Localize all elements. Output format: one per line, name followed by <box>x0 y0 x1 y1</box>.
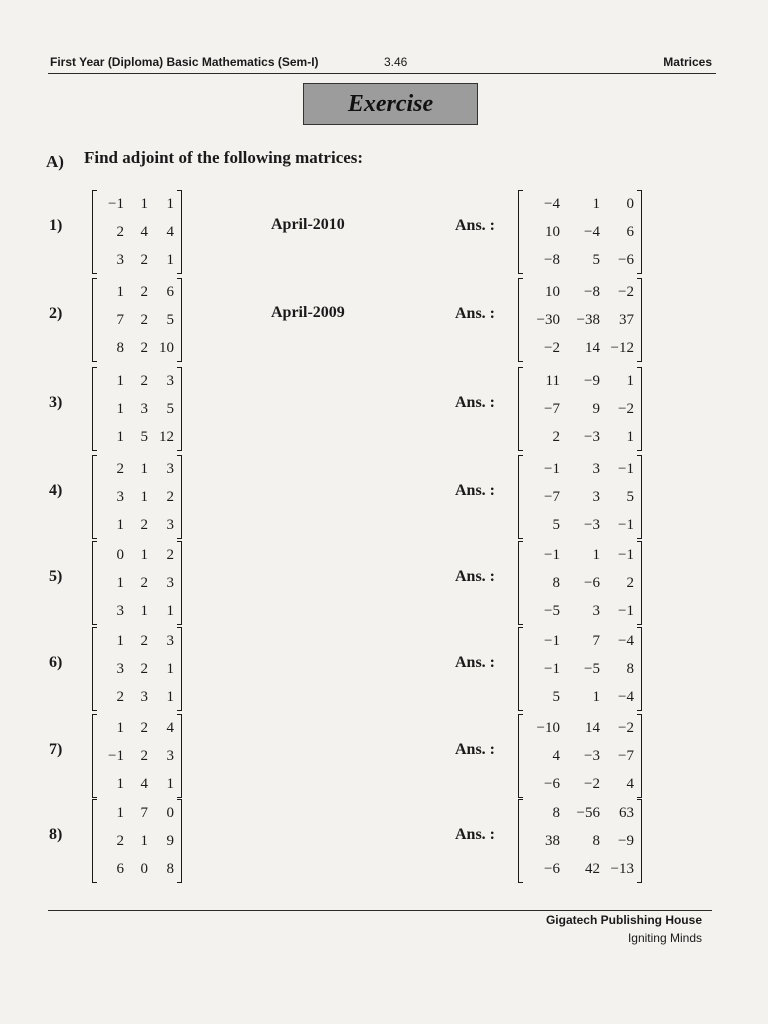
matrix-entry: 2 <box>140 252 148 268</box>
matrix-entry: −1 <box>544 461 560 477</box>
matrix-entry: 3 <box>116 603 124 619</box>
matrix-entry: −12 <box>610 340 634 356</box>
matrix-grid <box>523 799 637 883</box>
matrix-entry: 1 <box>626 429 634 445</box>
matrix-entry: −38 <box>576 312 600 328</box>
matrix-grid <box>97 367 177 451</box>
matrix-grid <box>523 627 637 711</box>
matrix-entry: 1 <box>116 776 124 792</box>
right-bracket <box>177 714 182 798</box>
matrix-entry: 7 <box>140 805 148 821</box>
right-bracket <box>637 714 642 798</box>
right-bracket <box>637 627 642 711</box>
matrix-entry: −6 <box>544 861 560 877</box>
matrix-entry: 1 <box>116 429 124 445</box>
question-matrix <box>92 799 182 883</box>
right-bracket <box>637 541 642 625</box>
problem-number: 2) <box>49 305 63 322</box>
matrix-entry: −7 <box>544 489 560 505</box>
page-number: 3.46 <box>384 55 408 69</box>
matrix-entry: 9 <box>592 401 600 417</box>
answer-label: Ans. : <box>455 394 496 411</box>
matrix-entry: 1 <box>166 252 174 268</box>
right-bracket <box>637 455 642 539</box>
matrix-entry: 2 <box>116 224 124 240</box>
question-matrix <box>92 714 182 798</box>
answer-label: Ans. : <box>455 568 496 585</box>
matrix-grid <box>523 278 637 362</box>
problem-number: 8) <box>49 826 63 843</box>
matrix-entry: 3 <box>592 461 600 477</box>
right-bracket <box>177 190 182 274</box>
exam-year: April-2010 <box>271 216 345 233</box>
matrix-entry: 8 <box>626 661 634 677</box>
matrix-entry: −1 <box>544 547 560 563</box>
matrix-entry: −1 <box>618 603 634 619</box>
matrix-entry: 1 <box>116 373 124 389</box>
right-bracket <box>637 278 642 362</box>
matrix-entry: 4 <box>166 720 174 736</box>
matrix-entry: −4 <box>544 196 560 212</box>
matrix-entry: 9 <box>166 833 174 849</box>
matrix-entry: 3 <box>166 633 174 649</box>
matrix-entry: 3 <box>166 461 174 477</box>
matrix-entry: −1 <box>108 196 124 212</box>
matrix-entry: 0 <box>626 196 634 212</box>
matrix-grid <box>97 799 177 883</box>
matrix-entry: −7 <box>544 401 560 417</box>
answer-matrix <box>518 278 642 362</box>
matrix-entry: −2 <box>544 340 560 356</box>
right-bracket <box>177 541 182 625</box>
matrix-entry: 7 <box>592 633 600 649</box>
matrix-grid <box>97 627 177 711</box>
matrix-entry: 3 <box>592 603 600 619</box>
matrix-entry: −2 <box>618 720 634 736</box>
matrix-entry: 2 <box>140 340 148 356</box>
matrix-entry: −3 <box>584 748 600 764</box>
matrix-entry: 3 <box>166 748 174 764</box>
matrix-entry: 5 <box>166 312 174 328</box>
matrix-entry: 4 <box>140 224 148 240</box>
matrix-entry: 5 <box>626 489 634 505</box>
matrix-entry: −9 <box>618 833 634 849</box>
question-matrix <box>92 278 182 362</box>
matrix-entry: 3 <box>166 575 174 591</box>
matrix-entry: 2 <box>140 661 148 677</box>
matrix-entry: 1 <box>116 284 124 300</box>
matrix-entry: 5 <box>552 689 560 705</box>
problem-number: 1) <box>49 217 63 234</box>
matrix-entry: 8 <box>552 805 560 821</box>
matrix-entry: 2 <box>140 517 148 533</box>
matrix-entry: −8 <box>544 252 560 268</box>
answer-matrix <box>518 714 642 798</box>
answer-label: Ans. : <box>455 217 496 234</box>
matrix-entry: 4 <box>166 224 174 240</box>
answer-label: Ans. : <box>455 305 496 322</box>
matrix-entry: −4 <box>618 689 634 705</box>
matrix-entry: 1 <box>140 196 148 212</box>
matrix-entry: −5 <box>544 603 560 619</box>
exam-year: April-2009 <box>271 304 345 321</box>
matrix-entry: −10 <box>536 720 560 736</box>
matrix-entry: 10 <box>159 340 174 356</box>
matrix-entry: −9 <box>584 373 600 389</box>
matrix-entry: 1 <box>140 833 148 849</box>
matrix-entry: −1 <box>618 547 634 563</box>
matrix-entry: 8 <box>116 340 124 356</box>
matrix-entry: 4 <box>626 776 634 792</box>
exercise-title: Exercise <box>347 90 434 117</box>
matrix-entry: −2 <box>584 776 600 792</box>
running-header-title: First Year (Diploma) Basic Mathematics (Sem-I) <box>50 55 319 69</box>
matrix-grid <box>97 714 177 798</box>
section-label: A) <box>46 152 64 171</box>
matrix-entry: 42 <box>585 861 600 877</box>
matrix-grid <box>523 367 637 451</box>
answer-matrix <box>518 799 642 883</box>
matrix-entry: 5 <box>552 517 560 533</box>
answer-matrix <box>518 367 642 451</box>
matrix-entry: 2 <box>140 284 148 300</box>
footer-rule <box>48 910 712 911</box>
matrix-entry: 0 <box>140 861 148 877</box>
matrix-entry: −1 <box>108 748 124 764</box>
matrix-entry: 8 <box>592 833 600 849</box>
matrix-entry: 1 <box>166 196 174 212</box>
matrix-entry: −3 <box>584 517 600 533</box>
matrix-grid <box>523 714 637 798</box>
matrix-entry: 1 <box>116 633 124 649</box>
problem-number: 6) <box>49 654 63 671</box>
question-matrix <box>92 190 182 274</box>
answer-label: Ans. : <box>455 654 496 671</box>
matrix-entry: 2 <box>626 575 634 591</box>
matrix-entry: 3 <box>166 517 174 533</box>
question-matrix <box>92 367 182 451</box>
section-title: Find adjoint of the following matrices: <box>84 148 364 167</box>
matrix-entry: 6 <box>626 224 634 240</box>
matrix-grid <box>97 541 177 625</box>
matrix-entry: 2 <box>116 461 124 477</box>
matrix-entry: −7 <box>618 748 634 764</box>
problem-number: 3) <box>49 394 63 411</box>
matrix-entry: 1 <box>116 575 124 591</box>
matrix-entry: 2 <box>140 633 148 649</box>
matrix-entry: 12 <box>159 429 174 445</box>
matrix-entry: 1 <box>592 196 600 212</box>
right-bracket <box>177 367 182 451</box>
answer-matrix <box>518 455 642 539</box>
matrix-entry: 10 <box>545 224 560 240</box>
matrix-entry: 8 <box>552 575 560 591</box>
matrix-entry: 2 <box>140 720 148 736</box>
exercise-heading-box <box>303 83 478 125</box>
matrix-entry: 1 <box>116 517 124 533</box>
matrix-entry: −1 <box>544 661 560 677</box>
matrix-grid <box>97 278 177 362</box>
publisher-name: Gigatech Publishing House <box>545 913 702 927</box>
right-bracket <box>177 799 182 883</box>
matrix-entry: 1 <box>140 603 148 619</box>
matrix-entry: 5 <box>592 252 600 268</box>
matrix-entry: 3 <box>140 689 148 705</box>
problem-number: 5) <box>49 568 63 585</box>
matrix-entry: 1 <box>116 805 124 821</box>
matrix-entry: 1 <box>166 776 174 792</box>
matrix-grid <box>523 541 637 625</box>
matrix-entry: −2 <box>618 401 634 417</box>
right-bracket <box>637 190 642 274</box>
matrix-entry: 2 <box>552 429 560 445</box>
matrix-entry: 1 <box>166 689 174 705</box>
problem-number: 4) <box>49 482 63 499</box>
matrix-entry: 3 <box>116 661 124 677</box>
answer-label: Ans. : <box>455 482 496 499</box>
matrix-entry: 11 <box>545 373 560 389</box>
question-matrix <box>92 627 182 711</box>
matrix-entry: 3 <box>116 489 124 505</box>
chapter-name: Matrices <box>663 55 712 69</box>
matrix-entry: 5 <box>166 401 174 417</box>
matrix-entry: 63 <box>619 805 634 821</box>
matrix-entry: −1 <box>618 517 634 533</box>
matrix-entry: 1 <box>592 689 600 705</box>
matrix-entry: 2 <box>140 575 148 591</box>
matrix-entry: −1 <box>544 633 560 649</box>
matrix-entry: 5 <box>140 429 148 445</box>
publisher-tagline: Igniting Minds <box>627 931 702 945</box>
matrix-entry: 6 <box>166 284 174 300</box>
matrix-grid <box>523 190 637 274</box>
matrix-entry: −4 <box>584 224 600 240</box>
matrix-entry: 3 <box>166 373 174 389</box>
matrix-entry: −1 <box>618 461 634 477</box>
matrix-entry: 14 <box>585 340 600 356</box>
matrix-entry: 2 <box>140 312 148 328</box>
matrix-entry: −13 <box>610 861 634 877</box>
matrix-entry: 8 <box>166 861 174 877</box>
right-bracket <box>177 627 182 711</box>
problem-number: 7) <box>49 741 63 758</box>
matrix-entry: 1 <box>140 489 148 505</box>
matrix-entry: 37 <box>619 312 634 328</box>
matrix-entry: 38 <box>545 833 560 849</box>
right-bracket <box>637 799 642 883</box>
matrix-entry: 6 <box>116 861 124 877</box>
matrix-grid <box>97 455 177 539</box>
matrix-entry: 10 <box>545 284 560 300</box>
matrix-entry: 4 <box>552 748 560 764</box>
matrix-entry: 2 <box>140 748 148 764</box>
matrix-entry: 14 <box>585 720 600 736</box>
answer-label: Ans. : <box>455 741 496 758</box>
matrix-grid <box>523 455 637 539</box>
matrix-entry: 1 <box>166 603 174 619</box>
matrix-entry: −2 <box>618 284 634 300</box>
matrix-entry: 2 <box>116 833 124 849</box>
answer-label: Ans. : <box>455 826 496 843</box>
matrix-entry: 1 <box>116 401 124 417</box>
question-matrix <box>92 541 182 625</box>
answer-matrix <box>518 190 642 274</box>
right-bracket <box>637 367 642 451</box>
matrix-entry: 1 <box>140 547 148 563</box>
matrix-entry: 2 <box>116 689 124 705</box>
matrix-entry: 2 <box>166 547 174 563</box>
matrix-entry: 2 <box>140 373 148 389</box>
matrix-grid <box>97 190 177 274</box>
matrix-entry: 3 <box>116 252 124 268</box>
matrix-entry: 0 <box>116 547 124 563</box>
matrix-entry: −8 <box>584 284 600 300</box>
matrix-entry: −6 <box>584 575 600 591</box>
right-bracket <box>177 278 182 362</box>
right-bracket <box>177 455 182 539</box>
matrix-entry: −56 <box>576 805 600 821</box>
matrix-entry: 7 <box>116 312 124 328</box>
matrix-entry: 1 <box>116 720 124 736</box>
matrix-entry: 2 <box>166 489 174 505</box>
matrix-entry: 1 <box>592 547 600 563</box>
matrix-entry: 3 <box>140 401 148 417</box>
matrix-entry: −6 <box>544 776 560 792</box>
matrix-entry: 3 <box>592 489 600 505</box>
matrix-entry: −6 <box>618 252 634 268</box>
matrix-entry: −3 <box>584 429 600 445</box>
question-matrix <box>92 455 182 539</box>
matrix-entry: −30 <box>536 312 560 328</box>
matrix-entry: 4 <box>140 776 148 792</box>
answer-matrix <box>518 541 642 625</box>
matrix-entry: 1 <box>626 373 634 389</box>
matrix-entry: −5 <box>584 661 600 677</box>
matrix-entry: 1 <box>140 461 148 477</box>
answer-matrix <box>518 627 642 711</box>
matrix-entry: 1 <box>166 661 174 677</box>
matrix-entry: 0 <box>166 805 174 821</box>
matrix-entry: −4 <box>618 633 634 649</box>
